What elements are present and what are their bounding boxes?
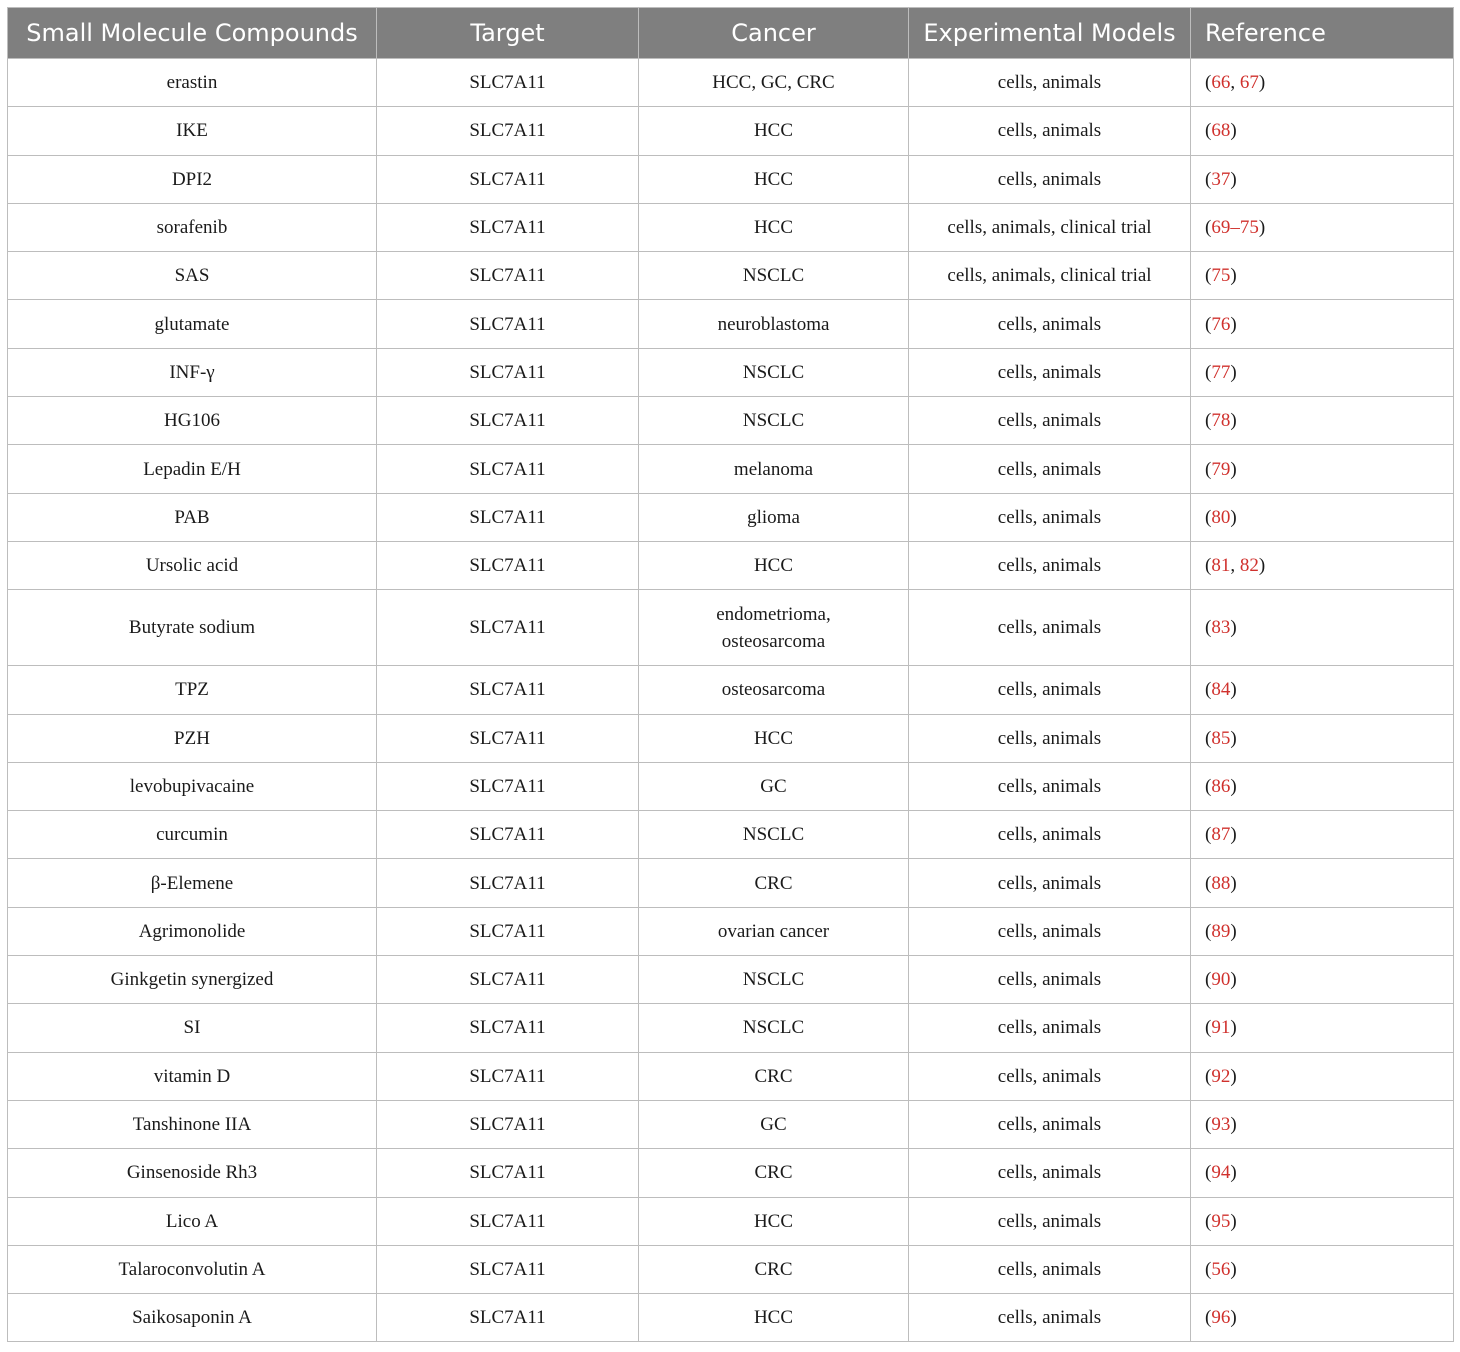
- reference-link[interactable]: 69–75: [1211, 217, 1259, 239]
- cell-compound: Saikosaponin A: [8, 1294, 377, 1342]
- cell-reference: [1191, 590, 1454, 666]
- table-row: [8, 859, 1454, 907]
- reference-link[interactable]: 94: [1211, 1162, 1231, 1184]
- cell-target: SLC7A11: [377, 397, 639, 445]
- cell-reference: [1191, 956, 1454, 1004]
- cell-target: SLC7A11: [377, 252, 639, 300]
- cell-cancer: GC: [639, 762, 909, 810]
- cell-target: SLC7A11: [377, 107, 639, 155]
- cell-reference: [1191, 252, 1454, 300]
- cell-reference: [1191, 907, 1454, 955]
- cell-models: cells, animals: [909, 762, 1191, 810]
- table-row: [8, 107, 1454, 155]
- reference-link[interactable]: 79: [1211, 458, 1231, 480]
- paren-close: ): [1230, 506, 1237, 528]
- cell-models: cells, animals: [909, 590, 1191, 666]
- cell-cancer: NSCLC: [639, 811, 909, 859]
- cell-cancer: CRC: [639, 859, 909, 907]
- paren-open: (: [1205, 217, 1212, 239]
- reference-link[interactable]: 96: [1211, 1307, 1231, 1329]
- paren-close: ): [1258, 555, 1266, 577]
- cell-models: cells, animals: [909, 397, 1191, 445]
- cell-cancer: GC: [639, 1100, 909, 1148]
- cell-compound: Butyrate sodium: [8, 590, 377, 666]
- cell-cancer: CRC: [639, 1149, 909, 1197]
- cell-target: SLC7A11: [377, 590, 639, 666]
- paren-open: (: [1205, 1258, 1212, 1280]
- table-row: [8, 59, 1454, 107]
- cell-cancer: melanoma: [639, 445, 909, 493]
- cell-reference: [1191, 541, 1454, 589]
- cell-models: cells, animals: [909, 348, 1191, 396]
- reference-link[interactable]: 66: [1211, 72, 1231, 94]
- table-row: [8, 493, 1454, 541]
- header-target: Target: [377, 8, 639, 59]
- table-row: [8, 300, 1454, 348]
- header-row: [8, 8, 1454, 59]
- header-compound: Small Molecule Compounds: [8, 8, 377, 59]
- cell-reference: [1191, 811, 1454, 859]
- table-row: [8, 762, 1454, 810]
- cell-models: cells, animals: [909, 541, 1191, 589]
- header-cancer: Cancer: [639, 8, 909, 59]
- table-row: [8, 1149, 1454, 1197]
- cell-models: cells, animals: [909, 59, 1191, 107]
- table-row: [8, 956, 1454, 1004]
- reference-link[interactable]: 84: [1211, 679, 1231, 701]
- cell-target: SLC7A11: [377, 1149, 639, 1197]
- cell-compound: PAB: [8, 493, 377, 541]
- reference-link[interactable]: 77: [1211, 361, 1231, 383]
- cell-cancer: NSCLC: [639, 956, 909, 1004]
- cell-target: SLC7A11: [377, 155, 639, 203]
- reference-link[interactable]: 78: [1211, 410, 1231, 432]
- cell-models: cells, animals: [909, 1294, 1191, 1342]
- cell-reference: [1191, 859, 1454, 907]
- paren-open: (: [1205, 361, 1212, 383]
- cell-compound: PZH: [8, 714, 377, 762]
- cell-cancer: HCC, GC, CRC: [639, 59, 909, 107]
- reference-link[interactable]: 90: [1211, 969, 1231, 991]
- cell-reference: [1191, 107, 1454, 155]
- table-row: [8, 155, 1454, 203]
- paren-close: ): [1230, 617, 1237, 639]
- table-row: [8, 1100, 1454, 1148]
- cell-target: SLC7A11: [377, 1245, 639, 1293]
- cell-reference: [1191, 445, 1454, 493]
- cell-compound: Lepadin E/H: [8, 445, 377, 493]
- reference-link[interactable]: 86: [1211, 776, 1231, 797]
- cell-compound: INF-γ: [8, 348, 377, 396]
- reference-link[interactable]: 92: [1211, 1065, 1231, 1087]
- cell-target: SLC7A11: [377, 1197, 639, 1245]
- cell-models: cells, animals: [909, 300, 1191, 348]
- cancer-line: endometrioma,: [716, 603, 831, 625]
- paren-close: ): [1230, 1065, 1237, 1087]
- paren-close: ): [1230, 168, 1237, 190]
- table-row: [8, 714, 1454, 762]
- cell-target: SLC7A11: [377, 300, 639, 348]
- cell-target: SLC7A11: [377, 59, 639, 107]
- cell-target: SLC7A11: [377, 1004, 639, 1052]
- paren-open: (: [1205, 1210, 1212, 1232]
- paren-close: ): [1230, 679, 1237, 701]
- paren-open: (: [1205, 872, 1212, 894]
- cell-cancer: HCC: [639, 107, 909, 155]
- cell-compound: β-Elemene: [8, 859, 377, 907]
- paren-open: (: [1205, 824, 1212, 846]
- cell-reference: [1191, 1294, 1454, 1342]
- cell-compound: vitamin D: [8, 1052, 377, 1100]
- compounds-table: [7, 7, 1454, 1342]
- paren-open: (: [1205, 410, 1212, 432]
- paren-open: (: [1205, 1114, 1212, 1136]
- cell-compound: TPZ: [8, 666, 377, 714]
- paren-close: ): [1258, 72, 1266, 94]
- cell-compound: Agrimonolide: [8, 907, 377, 955]
- paren-close: ): [1230, 265, 1237, 287]
- cell-target: SLC7A11: [377, 445, 639, 493]
- cell-compound: Ginkgetin synergized: [8, 956, 377, 1004]
- table-row: [8, 1052, 1454, 1100]
- paren-open: (: [1205, 679, 1212, 701]
- cell-models: cells, animals: [909, 666, 1191, 714]
- table-header: [8, 8, 1454, 59]
- reference-link[interactable]: 37: [1211, 168, 1231, 190]
- table-row: [8, 811, 1454, 859]
- paren-close: ): [1230, 969, 1237, 991]
- cell-compound: SI: [8, 1004, 377, 1052]
- cell-cancer: CRC: [639, 1052, 909, 1100]
- cell-models: cells, animals: [909, 1245, 1191, 1293]
- cell-compound: erastin: [8, 59, 377, 107]
- paren-close: ): [1230, 824, 1237, 846]
- reference-link[interactable]: 93: [1211, 1114, 1231, 1136]
- cell-models: cells, animals: [909, 1197, 1191, 1245]
- header-reference: Reference: [1191, 8, 1454, 59]
- paren-close: ): [1230, 1114, 1237, 1136]
- paren-close: ): [1230, 120, 1237, 142]
- table-row: [8, 397, 1454, 445]
- paren-close: ): [1230, 727, 1237, 749]
- table-row: [8, 1245, 1454, 1293]
- cell-models: cells, animals: [909, 107, 1191, 155]
- cell-compound: levobupivacaine: [8, 762, 377, 810]
- cell-reference: [1191, 300, 1454, 348]
- cell-models: cells, animals: [909, 155, 1191, 203]
- paren-open: (: [1205, 72, 1212, 94]
- cell-models: cells, animals: [909, 493, 1191, 541]
- reference-link[interactable]: 88: [1211, 872, 1231, 894]
- cell-cancer: HCC: [639, 1294, 909, 1342]
- cell-cancer: CRC: [639, 1245, 909, 1293]
- cell-target: SLC7A11: [377, 348, 639, 396]
- cell-target: SLC7A11: [377, 666, 639, 714]
- cell-models: cells, animals: [909, 445, 1191, 493]
- paren-close: ): [1230, 410, 1237, 432]
- paren-open: (: [1205, 506, 1212, 528]
- cell-models: cells, animals: [909, 1004, 1191, 1052]
- paren-close: ): [1230, 1162, 1237, 1184]
- table-row: [8, 252, 1454, 300]
- cell-reference: [1191, 714, 1454, 762]
- cell-cancer: HCC: [639, 1197, 909, 1245]
- cell-target: SLC7A11: [377, 1100, 639, 1148]
- table-row: [8, 348, 1454, 396]
- cell-target: SLC7A11: [377, 956, 639, 1004]
- header-models: Experimental Models: [909, 8, 1191, 59]
- cell-reference: [1191, 155, 1454, 203]
- paren-open: (: [1205, 1017, 1212, 1039]
- cell-compound: sorafenib: [8, 203, 377, 251]
- cell-cancer: glioma: [639, 493, 909, 541]
- reference-separator: ,: [1230, 555, 1240, 577]
- cell-target: SLC7A11: [377, 203, 639, 251]
- cell-models: cells, animals: [909, 714, 1191, 762]
- cell-models: cells, animals: [909, 811, 1191, 859]
- cell-cancer: HCC: [639, 203, 909, 251]
- cell-cancer: ovarian cancer: [639, 907, 909, 955]
- table-row: [8, 590, 1454, 666]
- cell-target: SLC7A11: [377, 1294, 639, 1342]
- paren-open: (: [1205, 120, 1212, 142]
- paren-open: (: [1205, 1162, 1212, 1184]
- cell-compound: Ursolic acid: [8, 541, 377, 589]
- cell-target: SLC7A11: [377, 541, 639, 589]
- reference-separator: ,: [1230, 72, 1240, 94]
- paren-open: (: [1205, 617, 1212, 639]
- cell-reference: [1191, 493, 1454, 541]
- cell-compound: Talaroconvolutin A: [8, 1245, 377, 1293]
- cancer-line: osteosarcoma: [721, 630, 826, 652]
- cell-reference: [1191, 666, 1454, 714]
- cell-cancer: [639, 590, 909, 666]
- table-row: [8, 1197, 1454, 1245]
- cell-models: cells, animals: [909, 1052, 1191, 1100]
- cell-models: cells, animals: [909, 1100, 1191, 1148]
- paren-open: (: [1205, 969, 1212, 991]
- cell-reference: [1191, 1149, 1454, 1197]
- cell-compound: IKE: [8, 107, 377, 155]
- cell-reference: [1191, 1052, 1454, 1100]
- table-row: [8, 907, 1454, 955]
- table-row: [8, 666, 1454, 714]
- cell-cancer: HCC: [639, 714, 909, 762]
- cell-cancer: osteosarcoma: [639, 666, 909, 714]
- paren-close: ): [1230, 313, 1237, 335]
- reference-link[interactable]: 87: [1211, 824, 1231, 846]
- paren-close: ): [1230, 776, 1237, 797]
- reference-link[interactable]: 68: [1211, 120, 1231, 142]
- paren-close: ): [1230, 361, 1237, 383]
- reference-link[interactable]: 76: [1211, 313, 1231, 335]
- paren-open: (: [1205, 555, 1212, 577]
- cell-target: SLC7A11: [377, 493, 639, 541]
- reference-link[interactable]: 91: [1211, 1017, 1231, 1039]
- paren-close: ): [1230, 1307, 1237, 1329]
- cell-target: SLC7A11: [377, 1052, 639, 1100]
- cell-reference: [1191, 1245, 1454, 1293]
- reference-link[interactable]: 89: [1211, 920, 1231, 942]
- cell-target: SLC7A11: [377, 762, 639, 810]
- cell-reference: [1191, 762, 1454, 810]
- paren-open: (: [1205, 168, 1212, 190]
- reference-link[interactable]: 85: [1211, 727, 1231, 749]
- table-row: [8, 1294, 1454, 1342]
- cell-models: cells, animals, clinical trial: [909, 203, 1191, 251]
- paren-open: (: [1205, 776, 1212, 797]
- cell-compound: Tanshinone IIA: [8, 1100, 377, 1148]
- cell-reference: [1191, 1004, 1454, 1052]
- reference-link[interactable]: 56: [1211, 1258, 1231, 1280]
- reference-link[interactable]: 81: [1211, 555, 1231, 577]
- paren-open: (: [1205, 265, 1212, 287]
- paren-open: (: [1205, 727, 1212, 749]
- paren-close: ): [1230, 1017, 1237, 1039]
- cell-models: cells, animals, clinical trial: [909, 252, 1191, 300]
- cell-target: SLC7A11: [377, 907, 639, 955]
- cell-compound: DPI2: [8, 155, 377, 203]
- cell-reference: [1191, 348, 1454, 396]
- cell-reference: [1191, 59, 1454, 107]
- reference-link[interactable]: 75: [1211, 265, 1231, 287]
- cell-target: SLC7A11: [377, 859, 639, 907]
- table-row: [8, 203, 1454, 251]
- paren-open: (: [1205, 1065, 1212, 1087]
- paren-open: (: [1205, 313, 1212, 335]
- cell-models: cells, animals: [909, 859, 1191, 907]
- cell-cancer: neuroblastoma: [639, 300, 909, 348]
- paren-close: ): [1230, 1258, 1237, 1280]
- cell-target: SLC7A11: [377, 811, 639, 859]
- cell-models: cells, animals: [909, 1149, 1191, 1197]
- cell-reference: [1191, 1197, 1454, 1245]
- cell-cancer: NSCLC: [639, 1004, 909, 1052]
- reference-link[interactable]: 67: [1239, 72, 1259, 94]
- cell-compound: SAS: [8, 252, 377, 300]
- paren-open: (: [1205, 458, 1212, 480]
- table-row: [8, 1004, 1454, 1052]
- cell-cancer: NSCLC: [639, 252, 909, 300]
- paren-close: ): [1230, 872, 1237, 894]
- cell-compound: Lico A: [8, 1197, 377, 1245]
- cell-cancer: NSCLC: [639, 348, 909, 396]
- cell-cancer: HCC: [639, 541, 909, 589]
- cell-reference: [1191, 1100, 1454, 1148]
- cell-target: SLC7A11: [377, 714, 639, 762]
- cell-cancer: HCC: [639, 155, 909, 203]
- reference-link[interactable]: 95: [1211, 1210, 1231, 1232]
- cell-compound: Ginsenoside Rh3: [8, 1149, 377, 1197]
- cell-compound: curcumin: [8, 811, 377, 859]
- paren-close: ): [1230, 920, 1237, 942]
- paren-close: ): [1230, 458, 1237, 480]
- paren-open: (: [1205, 920, 1212, 942]
- table-row: [8, 445, 1454, 493]
- paren-close: ): [1230, 1210, 1237, 1232]
- cell-models: cells, animals: [909, 907, 1191, 955]
- cell-compound: glutamate: [8, 300, 377, 348]
- cell-reference: [1191, 203, 1454, 251]
- cell-models: cells, animals: [909, 956, 1191, 1004]
- paren-open: (: [1205, 1307, 1212, 1329]
- cell-cancer: NSCLC: [639, 397, 909, 445]
- reference-link[interactable]: 83: [1211, 617, 1231, 639]
- reference-link[interactable]: 82: [1239, 555, 1259, 577]
- table-body: [8, 59, 1454, 1342]
- reference-link[interactable]: 80: [1211, 506, 1231, 528]
- table-row: [8, 541, 1454, 589]
- cell-reference: [1191, 397, 1454, 445]
- paren-close: ): [1258, 217, 1266, 239]
- cell-compound: HG106: [8, 397, 377, 445]
